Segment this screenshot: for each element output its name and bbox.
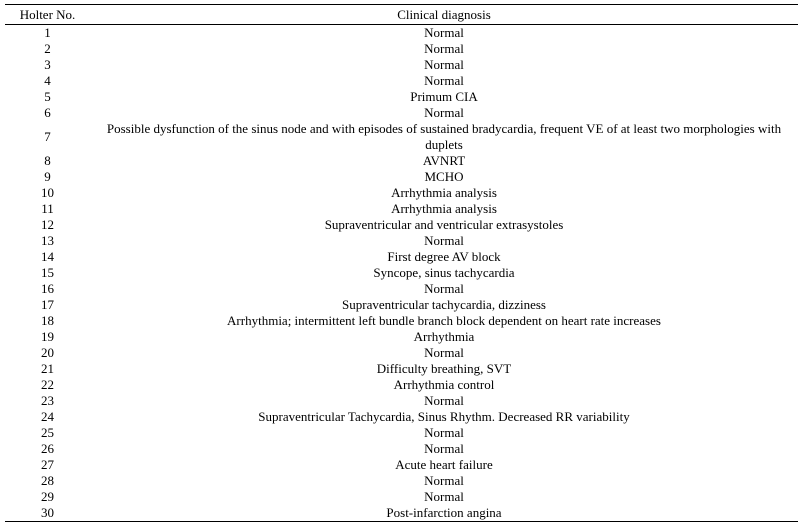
clinical-diagnosis-cell: Normal	[424, 393, 464, 408]
table-row	[5, 265, 798, 281]
holter-number-cell: 7	[44, 129, 51, 144]
table-row	[5, 409, 798, 425]
holter-number-cell: 5	[44, 89, 51, 104]
clinical-diagnosis-cell: Supraventricular and ventricular extrasystoles	[324, 217, 564, 232]
table-row	[5, 393, 798, 409]
table-row	[5, 457, 798, 473]
holter-number-cell: 9	[44, 169, 51, 184]
table-row	[5, 185, 798, 201]
header-row	[5, 5, 798, 25]
table-body	[5, 25, 798, 522]
clinical-diagnosis-cell: Arrhythmia control	[393, 377, 495, 392]
clinical-diagnosis-cell: Normal	[424, 41, 464, 56]
holter-number-cell: 3	[44, 57, 51, 72]
table-row	[5, 473, 798, 489]
clinical-diagnosis-cell: Normal	[424, 105, 464, 120]
clinical-diagnosis-cell: MCHO	[424, 169, 464, 184]
table-row	[5, 297, 798, 313]
clinical-diagnosis-cell: Arrhythmia; intermittent left bundle branch block dependent on heart rate increases	[227, 313, 661, 328]
holter-number-cell: 8	[44, 153, 51, 168]
clinical-diagnosis-cell: Normal	[424, 281, 464, 296]
table-row	[5, 25, 798, 42]
table-row	[5, 89, 798, 105]
table-row	[5, 233, 798, 249]
clinical-diagnosis-cell: Normal	[424, 473, 464, 488]
clinical-diagnosis-cell: Arrhythmia	[413, 329, 475, 344]
table-row	[5, 345, 798, 361]
table-row	[5, 441, 798, 457]
table-row	[5, 57, 798, 73]
clinical-diagnosis-cell: Possible dysfunction of the sinus node and with episodes of sustained bradycardia, frequent VE of at least two morphologies with duplets	[106, 121, 782, 152]
table-row	[5, 425, 798, 441]
holter-number-cell: 24	[41, 409, 54, 424]
table-row	[5, 313, 798, 329]
clinical-diagnosis-cell: Normal	[424, 233, 464, 248]
table-row	[5, 217, 798, 233]
clinical-diagnosis-cell: Normal	[424, 57, 464, 72]
clinical-diagnosis-cell: Difficulty breathing, SVT	[376, 361, 512, 376]
clinical-diagnosis-cell: Arrhythmia analysis	[391, 185, 497, 200]
holter-number-cell: 25	[41, 425, 54, 440]
holter-number-cell: 30	[5, 505, 90, 522]
table-row	[5, 121, 798, 153]
clinical-diagnosis-cell: Post-infarction angina	[90, 505, 798, 522]
holter-number-cell: 20	[41, 345, 54, 360]
table-row	[5, 329, 798, 345]
holter-number-cell: 13	[41, 233, 54, 248]
table-row	[5, 201, 798, 217]
clinical-diagnosis-cell: Supraventricular Tachycardia, Sinus Rhythm. Decreased RR variability	[258, 409, 630, 424]
table-row	[5, 249, 798, 265]
holter-number-cell: 29	[41, 489, 54, 504]
table-row	[5, 377, 798, 393]
clinical-diagnosis-cell: Acute heart failure	[395, 457, 493, 472]
clinical-diagnosis-cell: Normal	[424, 441, 464, 456]
table-row	[5, 153, 798, 169]
holter-number-cell: 17	[41, 297, 54, 312]
header-holter-no: Holter No.	[5, 5, 90, 25]
clinical-diagnosis-cell: Arrhythmia analysis	[391, 201, 497, 216]
clinical-diagnosis-cell: Syncope, sinus tachycardia	[373, 265, 515, 280]
holter-number-cell: 18	[41, 313, 54, 328]
clinical-diagnosis-cell: Normal	[424, 489, 464, 504]
holter-number-cell: 2	[44, 41, 51, 56]
holter-number-cell: 6	[44, 105, 51, 120]
holter-number-cell: 26	[41, 441, 54, 456]
clinical-diagnosis-cell: Normal	[424, 73, 464, 88]
holter-number-cell: 4	[44, 73, 51, 88]
table-row	[5, 361, 798, 377]
header-clinical-diagnosis: Clinical diagnosis	[90, 5, 798, 25]
holter-diagnosis-table	[5, 4, 798, 522]
clinical-diagnosis-cell: Primum CIA	[410, 89, 478, 104]
holter-number-cell: 15	[41, 265, 54, 280]
table-row	[5, 281, 798, 297]
clinical-diagnosis-cell: Normal	[424, 425, 464, 440]
holter-number-cell: 23	[41, 393, 54, 408]
table-row	[5, 505, 798, 522]
holter-number-cell: 21	[41, 361, 54, 376]
table-row	[5, 105, 798, 121]
clinical-diagnosis-cell: AVNRT	[422, 153, 466, 168]
holter-number-cell: 19	[41, 329, 54, 344]
holter-diagnosis-table-container	[5, 4, 798, 522]
clinical-diagnosis-cell: Supraventricular tachycardia, dizziness	[342, 297, 546, 312]
table-header	[5, 5, 798, 25]
clinical-diagnosis-cell: First degree AV block	[387, 249, 501, 264]
holter-number-cell: 22	[41, 377, 54, 392]
clinical-diagnosis-cell: Normal	[424, 25, 464, 40]
table-row	[5, 489, 798, 505]
holter-number-cell: 11	[41, 201, 54, 216]
holter-number-cell: 16	[41, 281, 54, 296]
holter-number-cell: 14	[41, 249, 54, 264]
clinical-diagnosis-cell: Normal	[424, 345, 464, 360]
holter-number-cell: 28	[41, 473, 54, 488]
table-row	[5, 169, 798, 185]
holter-number-cell: 10	[41, 185, 54, 200]
table-row	[5, 73, 798, 89]
holter-number-cell: 12	[41, 217, 54, 232]
holter-number-cell: 27	[41, 457, 54, 472]
holter-number-cell: 1	[44, 25, 51, 40]
table-row	[5, 41, 798, 57]
